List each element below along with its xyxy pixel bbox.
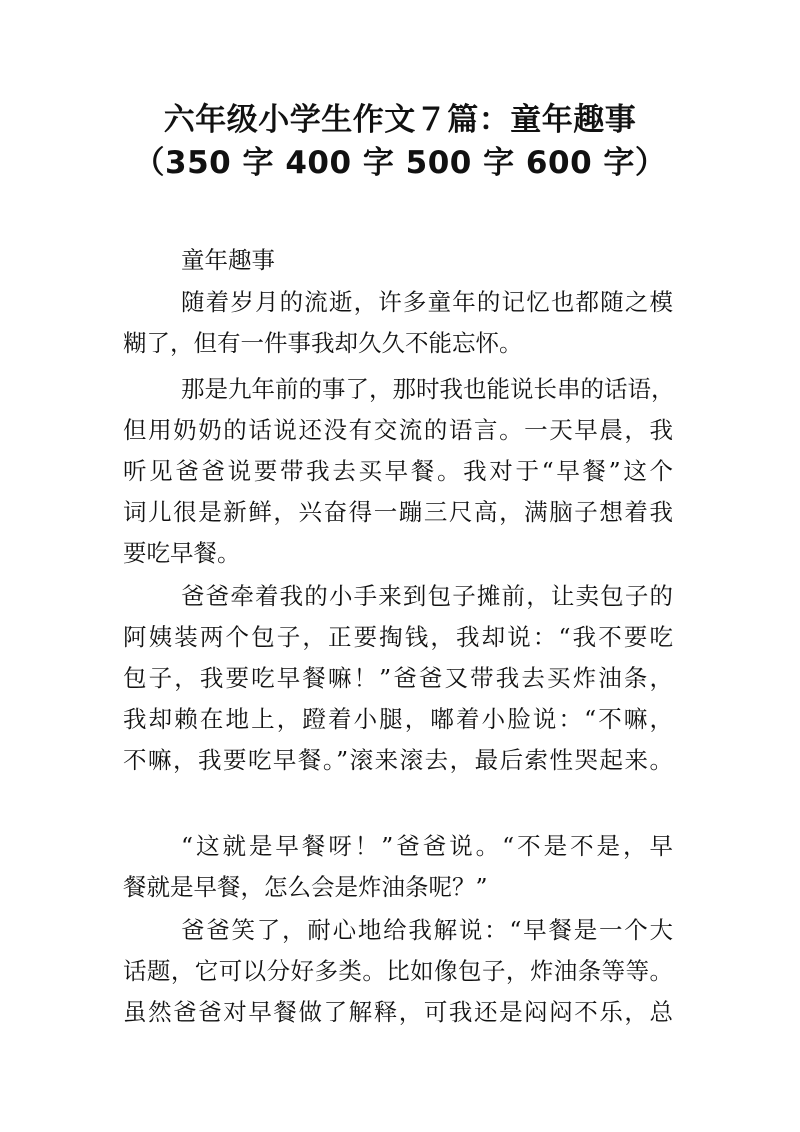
- paragraph-line: 虽然爸爸对早餐做了解释，可我还是闷闷不乐，总: [123, 998, 673, 1026]
- document-subtitle: （350 字 400 字 500 字 600 字）: [133, 145, 667, 181]
- paragraph-line: “这就是早餐呀！”爸爸说。“不是不是，早: [181, 832, 673, 860]
- paragraph-line: 那是九年前的事了，那时我也能说长串的话语，: [181, 375, 675, 403]
- paragraph-line: 随着岁月的流逝，许多童年的记忆也都随之模: [181, 288, 673, 316]
- essay-heading: 童年趣事: [181, 246, 275, 274]
- paragraph-line: 爸爸笑了，耐心地给我解说：“早餐是一个大: [181, 916, 673, 944]
- paragraph-line: 我却赖在地上，蹬着小腿，嘟着小脸说：“不嘛，: [123, 705, 673, 733]
- paragraph-line: 阿姨装两个包子，正要掏钱，我却说：“我不要吃: [123, 623, 673, 651]
- paragraph-line: 糊了，但有一件事我却久久不能忘怀。: [123, 329, 523, 357]
- paragraph-line: 但用奶奶的话说还没有交流的语言。一天早晨，我: [123, 416, 673, 444]
- document-title: 六年级小学生作文７篇：童年趣事: [163, 102, 637, 138]
- paragraph-line: 词儿很是新鲜，兴奋得一蹦三尺高，满脑子想着我: [123, 498, 673, 526]
- paragraph-line: 餐就是早餐，怎么会是炸油条呢？”: [123, 873, 488, 901]
- paragraph-line: 话题，它可以分好多类。比如像包子，炸油条等等。: [123, 957, 673, 985]
- paragraph-line: 不嘛，我要吃早餐。”滚来滚去，最后索性哭起来。: [123, 746, 673, 774]
- paragraph-line: 爸爸牵着我的小手来到包子摊前，让卖包子的: [181, 582, 673, 610]
- paragraph-line: 听见爸爸说要带我去买早餐。我对于“早餐”这个: [123, 457, 673, 485]
- paragraph-line: 要吃早餐。: [123, 539, 241, 567]
- paragraph-line: 包子，我要吃早餐嘛！”爸爸又带我去买炸油条，: [123, 664, 673, 692]
